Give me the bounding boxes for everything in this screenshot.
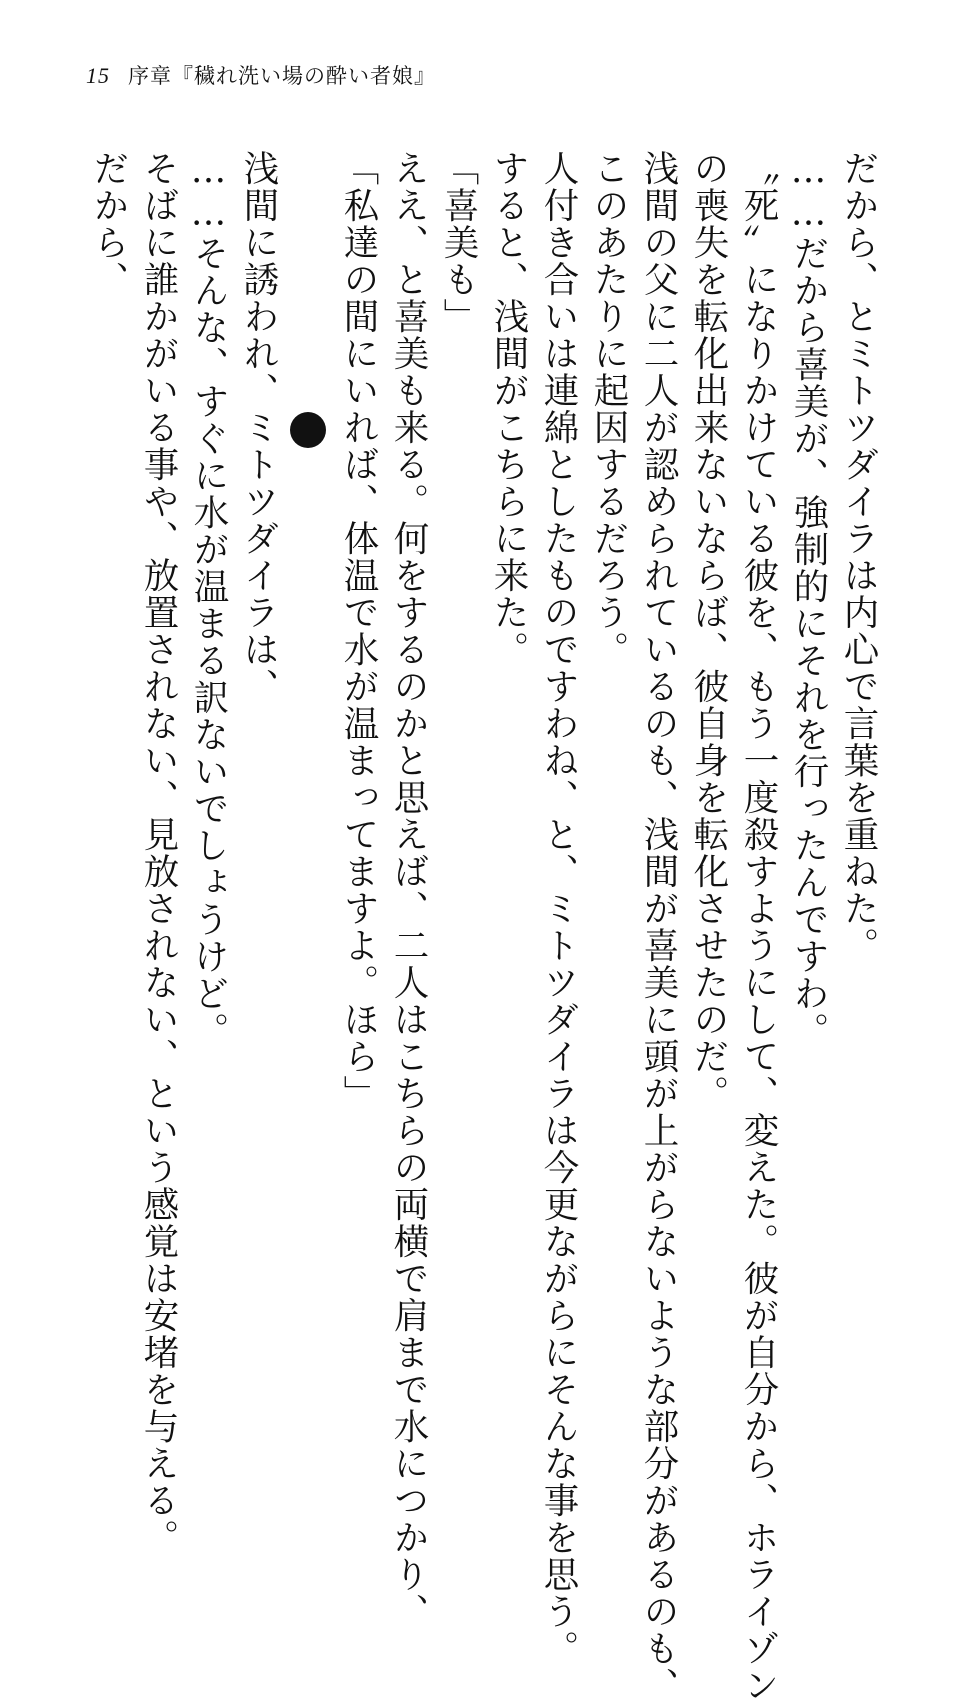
- text-line-1: だから、とミトツダイラは内心で言葉を重ねた。: [838, 150, 879, 964]
- text-line-10: ええ、と喜美も来る。何をするのかと思えば、二人はこちらの両横で肩まで水につかり、: [388, 150, 429, 1630]
- text-line-4: の喪失を転化出来ないならば、彼自身を転化させたのだ。: [688, 150, 729, 1112]
- page-number: 15: [86, 63, 110, 88]
- text-line-14: ……そんな、すぐに水が温まる訳ないでしょうけど。: [188, 150, 229, 1049]
- text-line-5: 浅間の父に二人が認められているのも、浅間が喜美に頭が上がらないような部分があるのも、: [638, 150, 679, 1704]
- text-line-3: 〝死〟になりかけている彼を、もう一度殺すようにして、変えた。彼が自分から、ホライゾン: [738, 150, 779, 1704]
- text-line-6: このあたりに起因するだろう。: [588, 150, 629, 668]
- text-line-9: 「喜美も」: [438, 150, 479, 335]
- text-line-13: 浅間に誘われ、ミトツダイラは、: [238, 150, 279, 705]
- text-line-8: すると、浅間がこちらに来た。: [488, 150, 529, 668]
- text-line-11: 「私達の間にいれば、体温で水が温まってますよ。ほら」: [338, 150, 379, 1112]
- text-line-7: 人付き合いは連綿としたものですわね、と、ミトツダイラは今更ながらにそんな事を思う。: [538, 150, 579, 1667]
- running-head: [86, 60, 436, 90]
- scene-break-dot: [290, 412, 326, 448]
- text-line-2: ……だから喜美が、強制的にそれを行ったんですわ。: [788, 150, 829, 1049]
- text-line-16: だから、: [88, 150, 129, 298]
- body-text: [80, 150, 880, 1704]
- chapter-title: 序章『穢れ洗い場の酔い者娘』: [128, 64, 436, 88]
- text-line-15: そばに誰かがいる事や、放置されない、見放されない、という感覚は安堵を与える。: [138, 150, 179, 1556]
